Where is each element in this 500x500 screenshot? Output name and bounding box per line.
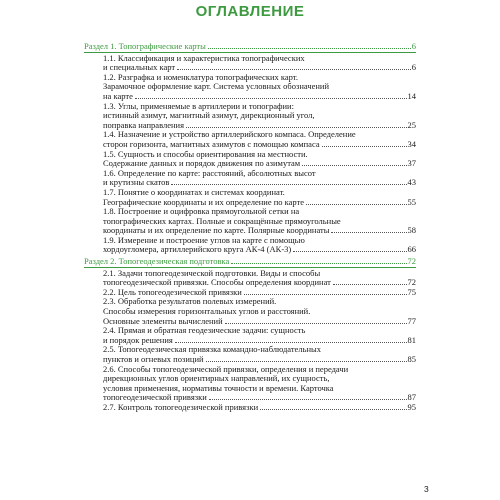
- dot-leader: [206, 360, 407, 362]
- toc-entry[interactable]: [84, 345, 416, 364]
- dot-leader: [231, 262, 406, 264]
- toc-page-number: 25: [407, 119, 416, 130]
- toc-entry-text: Зарамочное оформление карт. Система условных обозначений: [103, 81, 330, 92]
- toc-page-number: 58: [407, 225, 416, 236]
- toc-entry[interactable]: [84, 269, 416, 288]
- toc-entry-text: 1.6. Определение по карте: расстояний, абсолютных высот: [103, 167, 316, 178]
- dot-leader: [302, 164, 406, 166]
- toc-entry-text: 1.2. Разграфка и номенклатура топографических карт.: [103, 71, 298, 82]
- dot-leader: [293, 250, 406, 252]
- toc-entry-text: топогеодезической привязки. Способы определения координат: [103, 277, 331, 288]
- toc-entry-text: 1.3. Углы, применяемые в артиллерии и топографии:: [103, 100, 294, 111]
- toc-page-number: 6: [411, 41, 416, 51]
- dot-leader: [244, 293, 407, 295]
- toc-entry-text: 2.2. Цель топогеодезической привязки: [103, 286, 242, 297]
- toc-entry-text: 1.1. Классификация и характеристика топографических: [103, 52, 305, 63]
- toc-page-number: 66: [407, 244, 416, 255]
- toc-page-number: 72: [407, 277, 416, 288]
- toc-page-number: 14: [407, 90, 416, 101]
- toc-page-number: 43: [407, 177, 416, 188]
- toc-page-number: 55: [407, 196, 416, 207]
- dot-leader: [171, 183, 406, 185]
- toc-entry[interactable]: [84, 102, 416, 131]
- toc-entry-text: топогеодезической привязки: [103, 392, 207, 403]
- dot-leader: [209, 398, 407, 400]
- toc-entry-text: Содержание данных и порядок движения по азимутам: [103, 158, 301, 169]
- toc-page-number: 34: [407, 138, 416, 149]
- toc-entry-text: 2.3. Обработка результатов полевых измерений.: [103, 296, 277, 307]
- toc-entry-text: координаты и их определение по карте. Полярные координаты: [103, 225, 330, 236]
- dot-leader: [177, 68, 411, 70]
- toc-entry-text: 2.7. Контроль топогеодезической привязки: [103, 401, 259, 412]
- page-title: ОГЛАВЛЕНИЕ: [195, 3, 305, 20]
- toc-entry-text: на карте: [103, 90, 133, 101]
- toc-entry-text: 2.5. Топогеодезическая привязка командно-наблюдательных: [103, 344, 321, 355]
- toc-entry-text: 1.8. Построение и оцифровка прямоугольной сетки на: [103, 206, 300, 217]
- toc-entry[interactable]: [84, 297, 416, 326]
- dot-leader: [260, 408, 406, 410]
- toc-entry-text: дирекционных углов ориентирных направлений, их сущность,: [103, 373, 330, 384]
- toc-entry-text: 2.6. Способы топогеодезической привязки, определения и передачи: [103, 363, 349, 374]
- toc-entry[interactable]: [84, 73, 416, 102]
- toc-page-number: 85: [407, 354, 416, 364]
- toc-entry-text: поправка направления: [103, 119, 184, 130]
- toc-section-entry[interactable]: [84, 42, 416, 53]
- toc-entry[interactable]: [84, 207, 416, 236]
- toc-entry[interactable]: [84, 403, 416, 413]
- toc-entry-text: Основные элементы вычислений: [103, 315, 223, 326]
- toc-entry[interactable]: [84, 54, 416, 73]
- page-number: 3: [424, 484, 429, 494]
- dot-leader: [331, 231, 406, 233]
- toc-section-entry[interactable]: [84, 257, 416, 268]
- dot-leader: [306, 203, 406, 205]
- toc-page-number: 37: [407, 158, 416, 169]
- toc-page-number: 77: [407, 315, 416, 326]
- toc-entry-text: и крутизны скатов: [103, 177, 170, 188]
- toc-entry[interactable]: [84, 365, 416, 403]
- table-of-contents: [84, 42, 416, 413]
- toc-entry-text: истинный азимут, магнитный азимут, дирекционный угол,: [103, 110, 315, 121]
- toc-page-number: 75: [407, 286, 416, 297]
- toc-entry-text: 1.5. Сущность и способы ориентирования на местности.: [103, 148, 308, 159]
- toc-entry[interactable]: [84, 130, 416, 149]
- dot-leader: [322, 145, 407, 147]
- dot-leader: [333, 283, 407, 285]
- toc-entry-text: топографических картах. Полные и сокращённые прямоугольные: [103, 215, 341, 226]
- toc-entry[interactable]: [84, 188, 416, 207]
- toc-entry-text: 2.4. Прямая и обратная геодезические задачи: сущность: [103, 325, 306, 336]
- toc-entry-text: Географические координаты и их определение по карте: [103, 196, 305, 207]
- toc-entry-text: Раздел 2. Топогеодезическая подготовка: [84, 256, 230, 267]
- dot-leader: [175, 341, 407, 343]
- toc-entry[interactable]: [84, 326, 416, 345]
- toc-entry-text: и порядок решения: [103, 334, 173, 345]
- dot-leader: [135, 97, 407, 99]
- toc-entry-text: пунктов и огневых позиций: [103, 354, 204, 364]
- toc-page-number: 95: [407, 401, 416, 412]
- toc-entry-text: Способы измерения горизонтальных углов и расстояний.: [103, 306, 311, 317]
- toc-entry[interactable]: [84, 169, 416, 188]
- toc-entry-text: Раздел 1. Топографические карты: [84, 41, 206, 51]
- toc-page-number: 87: [407, 392, 416, 403]
- dot-leader: [225, 322, 407, 324]
- toc-entry-text: условия применения, нормативы точности и времени. Карточка: [103, 382, 334, 393]
- toc-entry[interactable]: [84, 150, 416, 169]
- dot-leader: [186, 126, 407, 128]
- toc-page-number: 81: [407, 334, 416, 345]
- toc-entry[interactable]: [84, 236, 416, 255]
- dot-leader: [208, 47, 411, 49]
- toc-entry-text: и специальных карт: [103, 62, 176, 73]
- toc-entry-text: сторон горизонта, магнитных азимутов с помощью компаса: [103, 138, 320, 149]
- toc-entry-text: 1.4. Назначение и устройство артиллерийского компаса. Определение: [103, 129, 356, 140]
- toc-entry-text: 1.9. Измерение и построение углов на карте с помощью: [103, 234, 305, 245]
- toc-entry-text: 2.1. Задачи топогеодезической подготовки. Виды и способы: [103, 267, 321, 278]
- toc-page-number: 72: [407, 256, 416, 267]
- toc-page-number: 6: [411, 62, 416, 73]
- toc-entry-text: хордоугломера, артиллерийского круга АК-4 (АК-3): [103, 244, 292, 255]
- toc-entry-text: 1.7. Понятие о координатах и системах координат.: [103, 186, 285, 197]
